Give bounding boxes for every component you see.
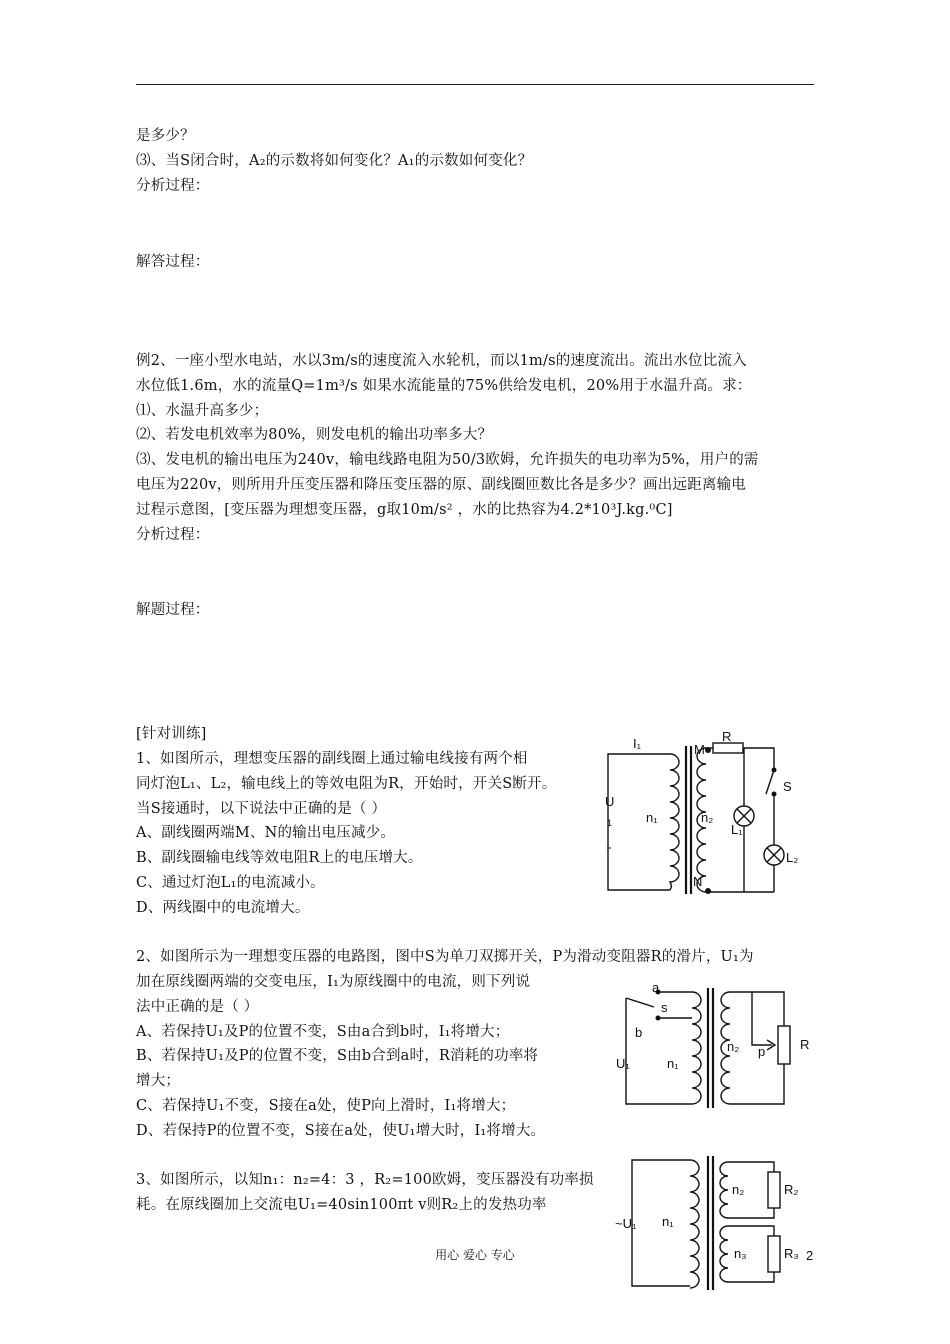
- circuit-diagram-3: [612, 1152, 812, 1292]
- label-U-subscript: 1: [607, 818, 613, 828]
- text-line: 加在原线圈两端的交变电压，I₁为原线圈中的电流，则下列说: [136, 974, 531, 990]
- label-S: S: [783, 779, 792, 794]
- text-line: 1、如图所示，理想变压器的副线圈上通过输电线接有两个相: [136, 751, 528, 767]
- text-line: 分析过程：: [136, 527, 210, 543]
- label-b: b: [635, 1025, 643, 1040]
- label-U1: U₁: [616, 1056, 630, 1071]
- text-line: [针对训练]: [136, 726, 207, 742]
- text-line: C、通过灯泡L₁的电流减小。: [136, 875, 325, 891]
- label-n3: n₃: [734, 1246, 747, 1261]
- label-U: U: [605, 794, 615, 809]
- text-line: 耗。在原线圈加上交流电U₁=40sin100πt v则R₂上的发热功率: [136, 1197, 547, 1213]
- text-line: A、副线圈两端M、N的输出电压减少。: [136, 825, 396, 841]
- header-rule: [136, 84, 814, 85]
- text-line: 分析过程：: [136, 178, 210, 194]
- text-line: 同灯泡L₁、L₂，输电线上的等效电阻为R，开始时，开关S断开。: [136, 776, 557, 792]
- text-line: C、若保持U₁不变，S接在a处，使P向上滑时，I₁将增大；: [136, 1098, 516, 1114]
- label-n1: n₁: [667, 1056, 679, 1071]
- text-line: 过程示意图，[变压器为理想变压器，g取10m/s² ，水的比热容为4.2*10³J.kg.⁰C]: [136, 502, 673, 518]
- text-line: 解题过程：: [136, 602, 210, 618]
- circuit-diagram-1: [600, 728, 800, 896]
- label-L2: L₂: [786, 850, 799, 865]
- label-n2: n₂: [732, 1182, 745, 1197]
- label-n1: n₁: [646, 810, 658, 825]
- text-line: D、若保持P的位置不变，S接在a处，使U₁增大时，I₁将增大。: [136, 1123, 546, 1139]
- label-U1: ~U₁: [615, 1216, 637, 1231]
- label-R: R: [800, 1037, 810, 1052]
- text-line: ⑵、若发电机效率为80%，则发电机的输出功率多大？: [136, 427, 493, 443]
- label-R: R: [722, 729, 732, 744]
- text-line: ⑶、发电机的输出电压为240v，输电线路电阻为50/3欧姆，允许损失的电功率为5%，用户的需: [136, 452, 759, 468]
- text-line: 电压为220v，则所用升压变压器和降压变压器的原、副线圈匝数比各是多少？画出远距离输电: [136, 477, 746, 493]
- text-line: 是多少？: [136, 128, 195, 144]
- text-line: 3、如图所示，以知n₁：n₂=4：3 ，R₂=100欧姆，变压器没有功率损: [136, 1172, 594, 1188]
- label-I1: I₁: [633, 736, 641, 751]
- label-R2: R₂: [784, 1182, 799, 1197]
- label-p: p: [758, 1044, 766, 1059]
- label-R3: R₃: [784, 1246, 799, 1261]
- text-line: 例2、一座小型水电站，水以3m/s的速度流入水轮机，而以1m/s的速度流出。流出水位比流入: [136, 353, 747, 369]
- label-L1: L₁: [731, 822, 743, 837]
- text-line: 当S接通时，以下说法中正确的是（ ）: [136, 801, 387, 817]
- text-line: 法中正确的是（ ）: [136, 999, 259, 1015]
- page-number: 2: [806, 1248, 814, 1263]
- text-line: A、若保持U₁及P的位置不变，S由a合到b时，I₁将增大；: [136, 1024, 510, 1040]
- text-line: B、副线圈输电线等效电阻R上的电压增大。: [136, 850, 423, 866]
- text-line: ⑶、当S闭合时，A₂的示数将如何变化？A₁的示数如何变化？: [136, 153, 533, 169]
- text-line: 解答过程：: [136, 254, 210, 270]
- text-line: 增大；: [136, 1073, 181, 1089]
- text-line: ⑴、水温升高多少；: [136, 403, 269, 419]
- label-n2: n₂: [727, 1039, 740, 1054]
- page-footer: 用心 爱心 专心: [435, 1248, 515, 1262]
- text-line: D、两线圈中的电流增大。: [136, 900, 310, 916]
- text-line: 2、如图所示为一理想变压器的电路图，图中S为单刀双掷开关，P为滑动变阻器R的滑片，U₁为: [136, 949, 754, 965]
- text-line: B、若保持U₁及P的位置不变，S由b合到a时，R消耗的功率将: [136, 1048, 539, 1064]
- label-M: M: [694, 742, 705, 757]
- text-line: 水位低1.6m，水的流量Q=1m³/s 如果水流能量的75%供给发电机，20%用于水温升高。求：: [136, 378, 752, 394]
- label-s: s: [661, 1000, 668, 1015]
- circuit-diagram-2: [612, 978, 817, 1112]
- label-n2: n₂: [701, 810, 714, 825]
- label-N: N: [693, 874, 703, 889]
- label-a: a: [652, 980, 660, 995]
- label-n1: n₁: [662, 1214, 674, 1229]
